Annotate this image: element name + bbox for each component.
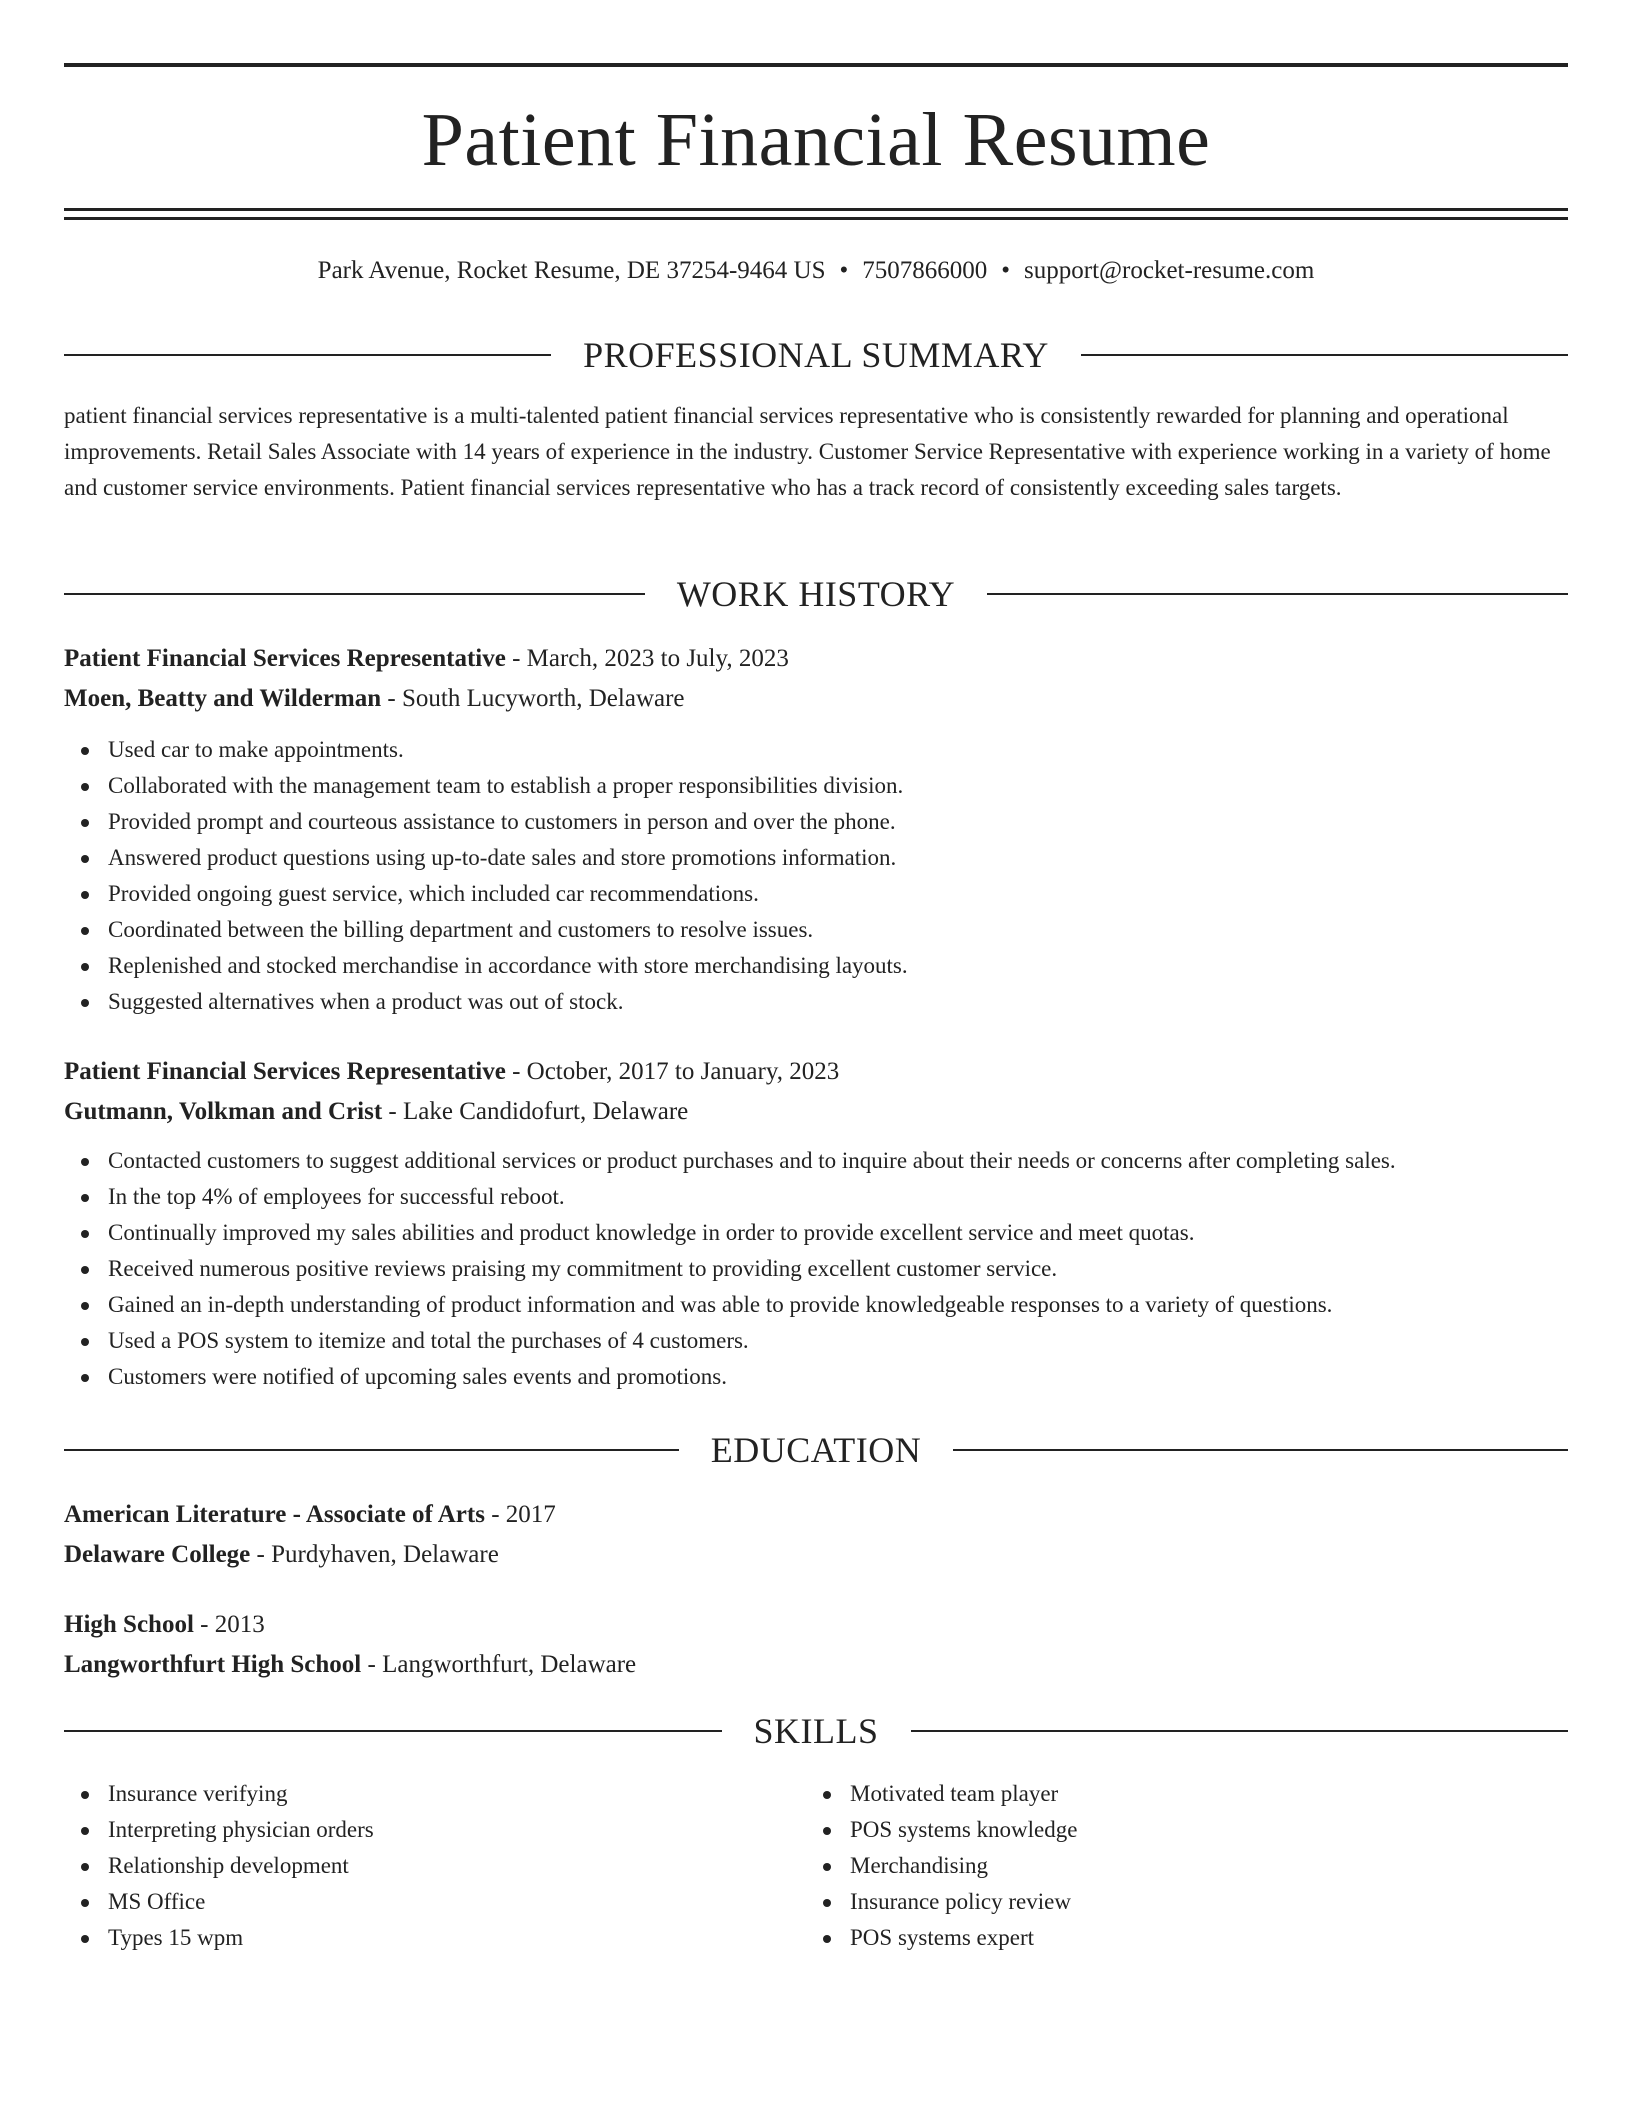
skills-heading bbox=[64, 1707, 1568, 1755]
job-location: - Lake Candidofurt, Delaware bbox=[382, 1098, 689, 1125]
job-dates: - October, 2017 to January, 2023 bbox=[505, 1058, 840, 1085]
skill-item: Insurance policy review bbox=[806, 1884, 1548, 1920]
job-bullet: Replenished and stocked merchandise in accordance with store merchandising layouts. bbox=[64, 948, 1568, 984]
job-bullet: Continually improved my sales abilities and product knowledge in order to provide excellent service and meet quotas. bbox=[64, 1215, 1568, 1251]
education-entry bbox=[64, 1605, 1568, 1685]
job-bullet: Contacted customers to suggest additional services or product purchases and to inquire about their needs or concerns after completing sales. bbox=[64, 1143, 1568, 1179]
education-entry bbox=[64, 1495, 1568, 1575]
job-company-line bbox=[64, 679, 1568, 719]
job-title-line bbox=[64, 1052, 1568, 1092]
job-entry bbox=[64, 639, 1568, 1020]
education-heading bbox=[64, 1426, 1568, 1474]
skills-heading-text: SKILLS bbox=[753, 1711, 879, 1751]
job-bullet: Used a POS system to itemize and total the purchases of 4 customers. bbox=[64, 1323, 1568, 1359]
job-dates: - March, 2023 to July, 2023 bbox=[505, 645, 789, 672]
work-history-heading bbox=[64, 570, 1568, 618]
education-degree-line bbox=[64, 1605, 1568, 1645]
education-school: Delaware College bbox=[64, 1541, 251, 1568]
heading-rule-left bbox=[64, 1730, 722, 1732]
job-bullet: Coordinated between the billing department and customers to resolve issues. bbox=[64, 912, 1568, 948]
job-bullet: Answered product questions using up-to-date sales and store promotions information. bbox=[64, 840, 1568, 876]
skill-item: Motivated team player bbox=[806, 1776, 1548, 1812]
job-bullets bbox=[64, 732, 1568, 1020]
heading-rule-left bbox=[64, 1449, 679, 1451]
contact-separator: • bbox=[839, 257, 849, 284]
job-company: Moen, Beatty and Wilderman bbox=[64, 685, 382, 712]
job-location: - South Lucyworth, Delaware bbox=[381, 685, 685, 712]
skill-item: Types 15 wpm bbox=[64, 1920, 806, 1956]
job-bullet: Provided prompt and courteous assistance to customers in person and over the phone. bbox=[64, 804, 1568, 840]
contact-email: support@rocket-resume.com bbox=[1024, 257, 1315, 284]
skills-list bbox=[64, 1776, 1568, 1956]
job-entry bbox=[64, 1052, 1568, 1395]
skill-item: POS systems knowledge bbox=[806, 1812, 1548, 1848]
education-degree: American Literature - Associate of Arts bbox=[64, 1501, 485, 1528]
job-bullet: Used car to make appointments. bbox=[64, 732, 1568, 768]
education-degree: High School bbox=[64, 1611, 194, 1638]
heading-rule-right bbox=[1081, 354, 1568, 356]
summary-heading-text: PROFESSIONAL SUMMARY bbox=[583, 335, 1049, 375]
heading-rule-right bbox=[987, 593, 1568, 595]
top-rule bbox=[64, 63, 1568, 67]
heading-rule-right bbox=[953, 1449, 1568, 1451]
job-bullets bbox=[64, 1143, 1568, 1395]
skill-item: Merchandising bbox=[806, 1848, 1548, 1884]
job-bullet: In the top 4% of employees for successful reboot. bbox=[64, 1179, 1568, 1215]
education-year: - 2017 bbox=[484, 1501, 556, 1528]
contact-line bbox=[64, 255, 1568, 287]
skill-item: Relationship development bbox=[64, 1848, 806, 1884]
heading-rule-left bbox=[64, 593, 645, 595]
job-bullet: Gained an in-depth understanding of product information and was able to provide knowledgeable responses to a variety of questions. bbox=[64, 1287, 1568, 1323]
work-history-heading-text: WORK HISTORY bbox=[676, 574, 956, 614]
job-company-line bbox=[64, 1092, 1568, 1132]
title-double-rule bbox=[64, 208, 1568, 220]
education-year: - 2013 bbox=[193, 1611, 265, 1638]
education-location: - Purdyhaven, Delaware bbox=[250, 1541, 499, 1568]
education-heading-text: EDUCATION bbox=[710, 1430, 922, 1470]
summary-heading bbox=[64, 331, 1568, 379]
education-school-line bbox=[64, 1535, 1568, 1575]
job-title: Patient Financial Services Representative bbox=[64, 1058, 506, 1085]
contact-phone: 7507866000 bbox=[862, 257, 988, 284]
job-company: Gutmann, Volkman and Crist bbox=[64, 1098, 383, 1125]
job-bullet: Suggested alternatives when a product was out of stock. bbox=[64, 984, 1568, 1020]
job-bullet: Collaborated with the management team to establish a proper responsibilities division. bbox=[64, 768, 1568, 804]
job-bullet: Received numerous positive reviews praising my commitment to providing excellent customer service. bbox=[64, 1251, 1568, 1287]
skill-item: POS systems expert bbox=[806, 1920, 1548, 1956]
job-bullet: Provided ongoing guest service, which included car recommendations. bbox=[64, 876, 1568, 912]
skill-item: MS Office bbox=[64, 1884, 806, 1920]
skills-column-right bbox=[806, 1776, 1548, 1956]
resume-title: Patient Financial Resume bbox=[421, 98, 1211, 182]
job-title-line bbox=[64, 639, 1568, 679]
heading-rule-left bbox=[64, 354, 551, 356]
contact-address: Park Avenue, Rocket Resume, DE 37254-9464 US bbox=[317, 257, 826, 284]
education-location: - Langworthfurt, Delaware bbox=[361, 1651, 637, 1678]
heading-rule-right bbox=[911, 1730, 1569, 1732]
skill-item: Interpreting physician orders bbox=[64, 1812, 806, 1848]
job-title: Patient Financial Services Representative bbox=[64, 645, 506, 672]
skill-item: Insurance verifying bbox=[64, 1776, 806, 1812]
job-bullet: Customers were notified of upcoming sales events and promotions. bbox=[64, 1359, 1568, 1395]
skills-column-left bbox=[64, 1776, 806, 1956]
education-school-line bbox=[64, 1645, 1568, 1685]
summary-text: patient financial services representative is a multi-talented patient financial services representative who is consistently rewarded for planning and operational improvements. Retail Sales Associate with 14 years of experience in the industry. Customer Service Representative with experience working in a variety of home and customer service environments. Patient financial services representative who has a track record of consistently exceeding sales targets. bbox=[64, 403, 1551, 500]
contact-separator: • bbox=[1001, 257, 1011, 284]
education-degree-line bbox=[64, 1495, 1568, 1535]
education-school: Langworthfurt High School bbox=[64, 1651, 362, 1678]
